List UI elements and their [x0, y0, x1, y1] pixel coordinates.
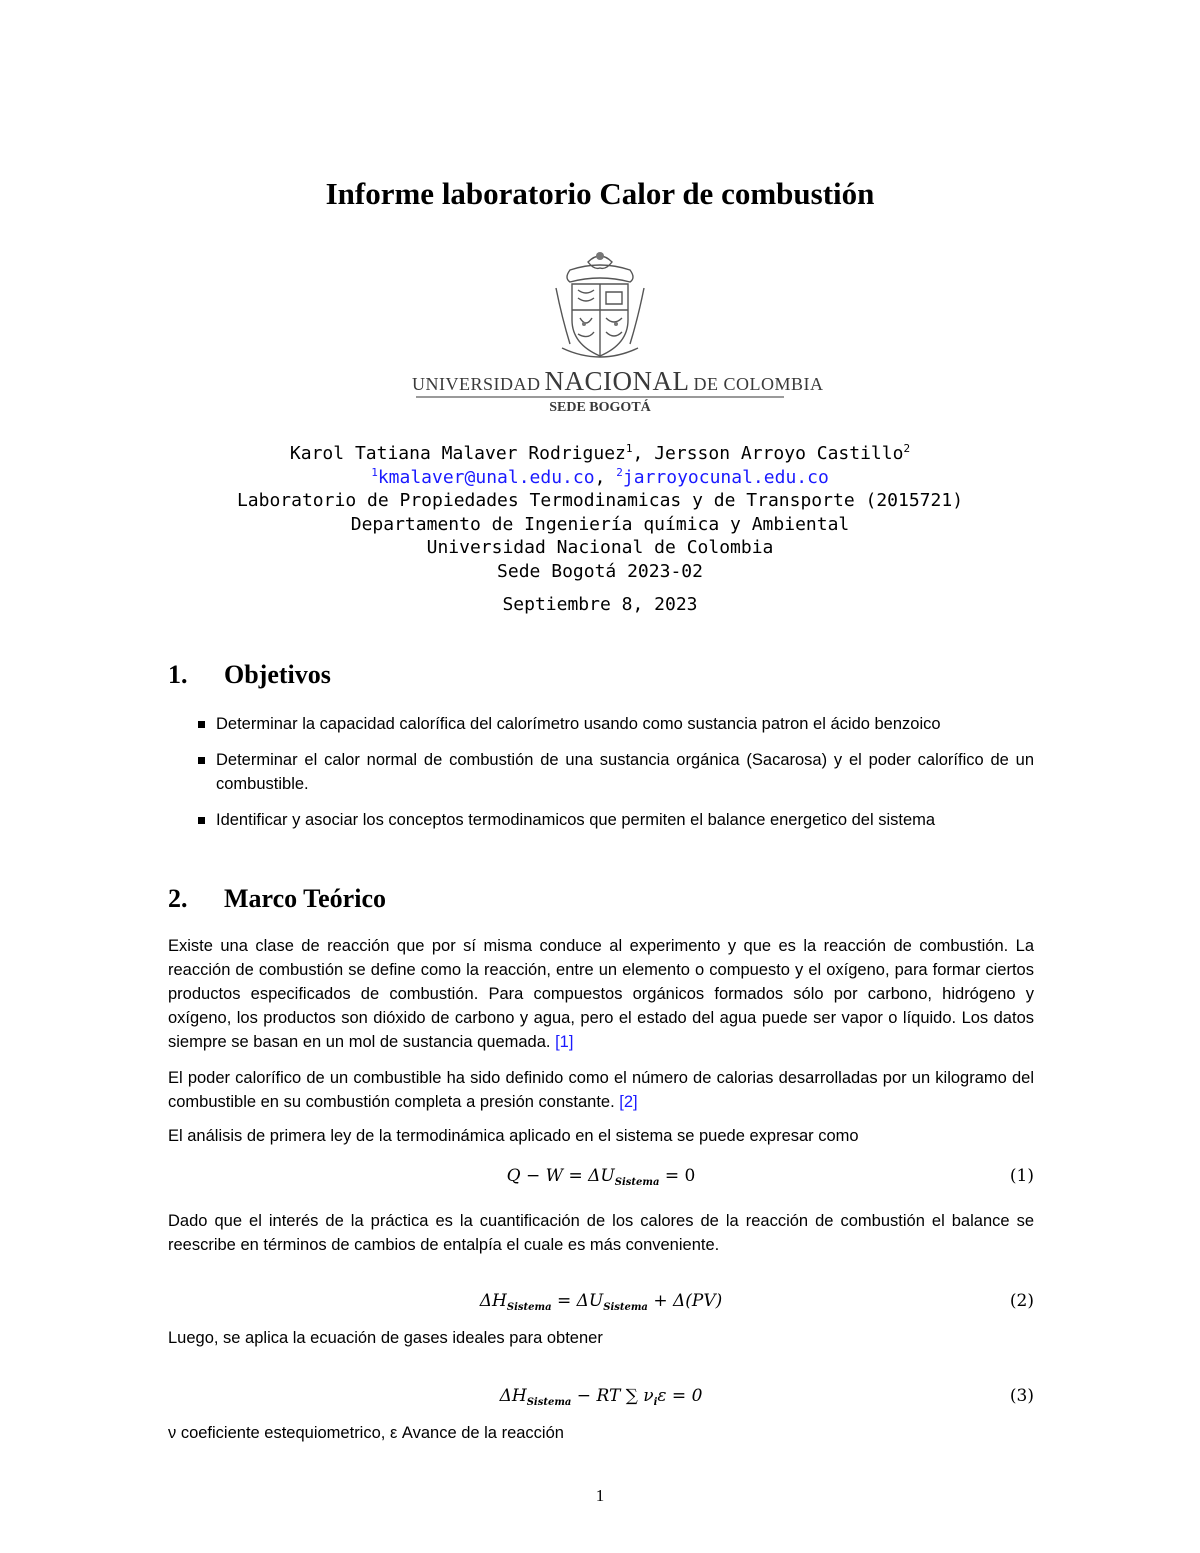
paragraph-text: El poder calorífico de un combustible ha sido definido como el número de calorias desarrolladas por un kilogramo del combustible en su combustión completa a presión constante. [168, 1069, 1034, 1111]
university-suffix: DE COLOMBIA [693, 374, 824, 394]
equation-number: (3) [1009, 1386, 1034, 1406]
affiliation-mark: 2 [616, 465, 623, 479]
bullet-icon [198, 817, 205, 824]
paragraph: El análisis de primera ley de la termodinámica aplicado en el sistema se puede expresar como [168, 1127, 859, 1145]
coat-of-arms-icon [548, 248, 652, 366]
equation [168, 1386, 1034, 1412]
section-heading [168, 660, 331, 690]
equation [168, 1291, 1034, 1317]
equation-subscript: Sistema [603, 1302, 648, 1313]
page-number: 1 [595, 1486, 605, 1505]
equation-part: = ΔU [551, 1291, 604, 1311]
equation-part: Q − W = ΔU [506, 1166, 615, 1186]
university-logo [412, 248, 824, 418]
equation-part: ε = 0 [657, 1386, 703, 1406]
section-heading [168, 884, 386, 914]
author-block [0, 442, 1200, 617]
paragraph-text: Existe una clase de reacción que por sí misma conduce al experimento y que es la reacción de combustión. La reacción de combustión se define como la reacción, entre un elemento o compuesto y el oxígeno, para formar ciertos productos especificados de combustión. Para compuestos orgánicos formados sólo por carbono, hidrógeno y oxígeno, los productos son dióxido de carbono y agua, pero el estado del agua puede ser vapor o líquido. Los datos siempre se basan en un mol de sustancia quemada. [168, 937, 1034, 1051]
bullet-icon [198, 721, 205, 728]
affiliation-mark: 1 [371, 465, 378, 479]
equation [168, 1166, 1034, 1192]
variable-definitions: ν coeficiente estequiometrico, ε Avance de la reacción [168, 1424, 564, 1442]
department-name: Departamento de Ingeniería química y Ambiental [350, 513, 850, 535]
author-name: Jersson Arroyo Castillo [654, 443, 904, 464]
equation-subscript: Sistema [506, 1302, 552, 1313]
list-item [168, 748, 1034, 796]
list-item-text: Identificar y asociar los conceptos termodinamicos que permiten el balance energetico del sistema [216, 811, 936, 829]
objectives-list [168, 712, 1034, 844]
equation-expression [168, 1166, 1034, 1186]
list-item-text: Determinar el calor normal de combustión de una sustancia orgánica (Sacarosa) y el poder calorífico de un combustible. [216, 751, 1034, 793]
citation-link[interactable]: [2] [619, 1093, 638, 1111]
affiliation-mark: 1 [625, 442, 633, 455]
list-item [168, 712, 1034, 736]
equation-expression [168, 1291, 1034, 1311]
equation-part: + Δ(PV) [647, 1291, 723, 1311]
equation-number: (1) [1009, 1166, 1034, 1186]
university-prefix: UNIVERSIDAD [412, 374, 541, 394]
document-title: Informe laboratorio Calor de combustión [325, 176, 875, 211]
campus-term: Sede Bogotá 2023-02 [497, 560, 703, 582]
equation-part: ΔH [499, 1386, 527, 1406]
equation-subscript: Sistema [526, 1397, 572, 1408]
equation-subscript: i [653, 1397, 658, 1408]
section-title: Objetivos [224, 660, 331, 689]
author-line [0, 442, 1200, 466]
email-link[interactable]: kmalaver@unal.edu.co [377, 466, 595, 488]
email-separator: , [594, 466, 617, 488]
equation-expression [168, 1386, 1034, 1406]
lab-name: Laboratorio de Propiedades Termodinamicas y de Transporte (2015721) [236, 490, 964, 511]
email-line [0, 466, 1200, 490]
paragraph [168, 934, 1034, 1054]
campus-label: SEDE BOGOTÁ [549, 400, 651, 415]
list-item [168, 808, 1034, 832]
equation-subscript: Sistema [614, 1177, 660, 1188]
paragraph: Luego, se aplica la ecuación de gases ideales para obtener [168, 1329, 603, 1347]
citation-link[interactable]: [1] [555, 1033, 574, 1051]
university-name-text: Universidad Nacional de Colombia [426, 537, 774, 558]
section-number: 2. [168, 884, 188, 913]
paragraph: Dado que el interés de la práctica es la cuantificación de los calores de la reacción de combustión el balance se reescribe en términos de cambios de entalpía el cuale es más conveniente. [168, 1212, 1034, 1254]
equation-number: (2) [1009, 1291, 1034, 1311]
paragraph [168, 1066, 1034, 1114]
logo-divider [416, 396, 784, 398]
author-separator: , [632, 443, 655, 464]
equation-part: = 0 [659, 1166, 696, 1186]
bullet-icon [198, 757, 205, 764]
university-main: NACIONAL [544, 366, 690, 396]
section-number: 1. [168, 660, 188, 689]
email-link[interactable]: jarroyocunal.edu.co [622, 466, 829, 488]
document-date: Septiembre 8, 2023 [502, 594, 698, 615]
equation-part: ΔH [479, 1291, 507, 1311]
affiliation-mark: 2 [903, 442, 911, 455]
section-title: Marco Teórico [224, 884, 386, 913]
list-item-text: Determinar la capacidad calorífica del calorímetro usando como sustancia patron el ácido benzoico [216, 715, 941, 733]
equation-part: − RT ∑ ν [571, 1386, 654, 1406]
university-name [412, 366, 824, 397]
author-name: Karol Tatiana Malaver Rodriguez [289, 443, 626, 464]
